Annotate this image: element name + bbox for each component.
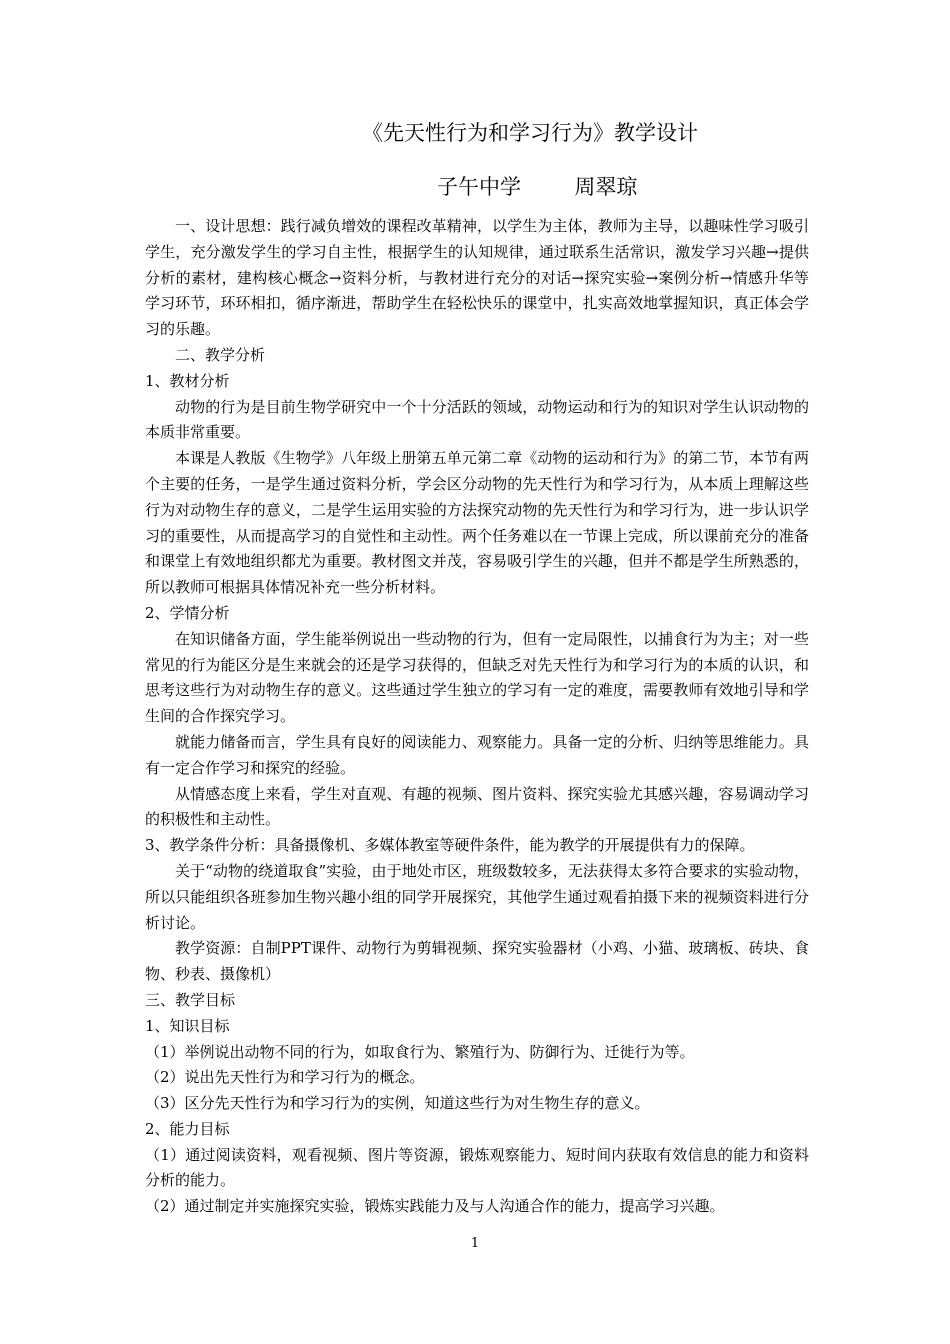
paragraph: 本课是人教版《生物学》八年级上册第五单元第二章《动物的运动和行为》的第二节，本节有两个主要的任务，一是学生通过资料分析，学会区分动物的先天性行为和学习行为，从本质上理解这些行为对动物生存的意义，二是学生运用实验的方法探究动物的先天性行为和学习行为，进一步认识学习的重要性，从而提高学习的自觉性和主动性。两个任务难以在一节课上完成，所以课前充分的准备和课堂上有效地组织都尤为重要。教材图文并茂，容易吸引学生的兴趣，但并不都是学生所熟悉的，所以教师可根据具体情况补充一些分析材料。	[145, 449, 809, 597]
paragraph: 动物的行为是目前生物学研究中一个十分活跃的领域，动物运动和行为的知识对学生认识动物的本质非常重要。	[145, 397, 809, 442]
paragraph: 教学资源：自制PPT课件、动物行为剪辑视频、探究实验器材（小鸡、小猫、玻璃板、砖块、食物、秒表、摄像机）	[145, 939, 809, 984]
subsection-heading: 2、能力目标	[145, 1119, 230, 1138]
list-item: （1）通过阅读资料，观看视频、图片等资源，锻炼观察能力、短时间内获取有效信息的能力和资料分析的能力。	[145, 1145, 809, 1190]
paragraph: 关于“动物的绕道取食”实验，由于地处市区，班级数较多，无法获得太多符合要求的实验动物，所以只能组织各班参加生物兴趣小组的同学开展探究，其他学生通过观看拍摄下来的视频资料进行分析讨论。	[145, 861, 809, 932]
subsection-heading: 2、学情分析	[145, 603, 230, 622]
paragraph: 一、设计思想：践行减负增效的课程改革精神，以学生为主体，教师为主导，以趣味性学习吸引学生，充分激发学生的学习自主性，根据学生的认知规律，通过联系生活常识，激发学习兴趣→提供分析的素材，建构核心概念→资料分析，与教材进行充分的对话→探究实验→案例分析→情感升华等学习环节，环环相扣，循序渐进，帮助学生在轻松快乐的课堂中，扎实高效地掌握知识，真正体会学习的乐趣。	[145, 217, 809, 339]
page-number: 1	[470, 1236, 480, 1251]
author-line: 子午中学 周翠琼	[437, 175, 638, 199]
subsection-heading: 1、教材分析	[145, 371, 230, 390]
document-body	[145, 214, 809, 1220]
section-heading: 三、教学目标	[145, 990, 236, 1009]
subsection-heading: 3、教学条件分析：具备摄像机、多媒体教室等硬件条件，能为教学的开展提供有力的保障。	[145, 836, 755, 855]
section-heading: 二、教学分析	[175, 345, 266, 364]
paragraph: 就能力储备而言，学生具有良好的阅读能力、观察能力。具备一定的分析、归纳等思维能力。具有一定合作学习和探究的经验。	[145, 732, 809, 777]
paragraph: 在知识储备方面，学生能举例说出一些动物的行为，但有一定局限性，以捕食行为为主；对一些常见的行为能区分是生来就会的还是学习获得的，但缺乏对先天性行为和学习行为的本质的认识，和思考这些行为对动物生存的意义。这些通过学生独立的学习有一定的难度，需要教师有效地引导和学生间的合作探究学习。	[145, 629, 809, 726]
paragraph: 从情感态度上来看，学生对直观、有趣的视频、图片资料、探究实验尤其感兴趣，容易调动学习的积极性和主动性。	[145, 784, 809, 829]
list-item: （2）通过制定并实施探究实验，锻炼实践能力及与人沟通合作的能力，提高学习兴趣。	[145, 1197, 725, 1216]
document-title: 《先天性行为和学习行为》教学设计	[362, 121, 698, 145]
list-item: （2）说出先天性行为和学习行为的概念。	[145, 1068, 425, 1087]
subsection-heading: 1、知识目标	[145, 1016, 230, 1035]
list-item: （3）区分先天性行为和学习行为的实例，知道这些行为对生物生存的意义。	[145, 1094, 650, 1113]
list-item: （1）举例说出动物不同的行为，如取食行为、繁殖行为、防御行为、迁徙行为等。	[145, 1042, 695, 1061]
